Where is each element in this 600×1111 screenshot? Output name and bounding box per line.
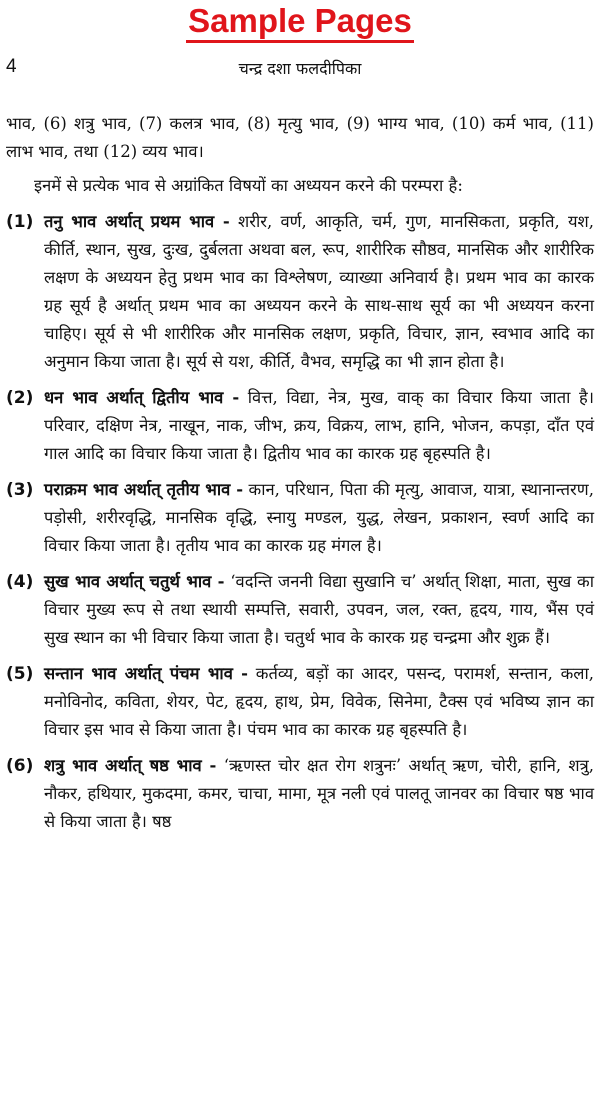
item-text: कान, परिधान, पिता की मृत्यु, आवाज, यात्रा, स्थानान्तरण, पड़ोसी, शरीरवृद्धि, मानसिक वृद्धि, स्नायु मण्डल, युद्ध, लेखन, प्रकाशन, स्वर्ण आदि का विचार किया जाता है। तृतीय भाव का कारक ग्रह मंगल है। [44,480,594,555]
running-title: चन्द्र दशा फलदीपिका [238,59,362,78]
item-number: (1) [6,212,34,232]
item-text: वित्त, विद्या, नेत्र, मुख, वाक् का विचार किया जाता है। परिवार, दक्षिण नेत्र, नाखून, नाक, जीभ, क्रय, विक्रय, लाभ, हानि, भोजन, कपड़ा, दाँत एवं गाल आदि का विचार किया जाता है। द्वितीय भाव का कारक ग्रह बृहस्पति है। [44,388,594,463]
item-text: शरीर, वर्ण, आकृति, चर्म, गुण, मानसिकता, प्रकृति, यश, कीर्ति, स्थान, सुख, दुःख, दुर्बलता अथवा बल, रूप, शारीरिक सौष्ठव, मानसिक और शारीरिक लक्षण के अध्ययन हेतु प्रथम भाव का विश्लेषण, व्याख्या अनिवार्य है। प्रथम भाव का कारक ग्रह सूर्य है अर्थात् प्रथम भाव का अध्ययन करने के साथ-साथ सूर्य का भी अध्ययन करना चाहिए। सूर्य से भी शारीरिक और मानसिक लक्षण, प्रकृति, विचार, ज्ञान, स्वभाव आदि का अनुमान किया जाता है। सूर्य से यश, कीर्ति, वैभव, समृद्धि का भी ज्ञान होता है। [44,212,594,371]
item-number: (2) [6,388,34,408]
item-number: (3) [6,480,34,500]
banner-title: Sample Pages [186,2,414,43]
item-heading: सुख भाव अर्थात् चतुर्थ भाव - [44,572,225,591]
list-item [6,208,594,376]
item-heading: सन्तान भाव अर्थात् पंचम भाव - [44,664,249,683]
item-number: (6) [6,756,34,776]
continuation-paragraph: भाव, (6) शत्रु भाव, (7) कलत्र भाव, (8) मृत्यु भाव, (9) भाग्य भाव, (10) कर्म भाव, (11) लाभ भाव, तथा (12) व्यय भाव। [6,114,594,161]
item-heading: पराक्रम भाव अर्थात् तृतीय भाव - [44,480,244,499]
list-item [6,752,594,836]
item-text: कर्तव्य, बड़ों का आदर, पसन्द, परामर्श, सन्तान, कला, मनोविनोद, कविता, शेयर, पेट, हृदय, हाथ, प्रेम, विवेक, सिनेमा, टैक्स एवं भविष्य ज्ञान का विचार इस भाव से किया जाता है। पंचम भाव का कारक ग्रह बृहस्पति है। [44,664,595,739]
running-head [0,54,600,84]
item-heading: तनु भाव अर्थात् प्रथम भाव - [44,212,230,231]
page-body [6,110,594,836]
list-item [6,384,594,468]
item-heading: धन भाव अर्थात् द्वितीय भाव - [44,388,240,407]
item-number: (4) [6,572,34,592]
list-item [6,568,594,652]
intro-paragraph: इनमें से प्रत्येक भाव से अग्रांकित विषयों का अध्ययन करने की परम्परा है: [34,176,463,195]
item-heading: शत्रु भाव अर्थात् षष्ठ भाव - [44,756,217,775]
list-item [6,660,594,744]
sample-pages-banner [0,0,600,48]
item-text: ‘ऋणस्त चोर क्षत रोग शत्रुनः’ अर्थात् ऋण, चोरी, हानि, शत्रु, नौकर, हथियार, मुकदमा, कमर, चाचा, मामा, मूत्र नली एवं पालतू जानवर का विचार षष्ठ भाव से किया जाता है। षष्ठ [44,756,595,831]
item-text: ‘वदन्ति जननी विद्या सुखानि च’ अर्थात् शिक्षा, माता, सुख का विचार मुख्य रूप से तथा स्थायी सम्पत्ति, सवारी, उपवन, जल, रक्त, हृदय, गाय, भैंस एवं सुख स्थान का भी विचार किया जाता है। चतुर्थ भाव के कारक ग्रह चन्द्रमा और शुक्र हैं। [44,572,594,647]
item-number: (5) [6,664,34,684]
list-item [6,476,594,560]
page-number: 4 [6,56,17,77]
